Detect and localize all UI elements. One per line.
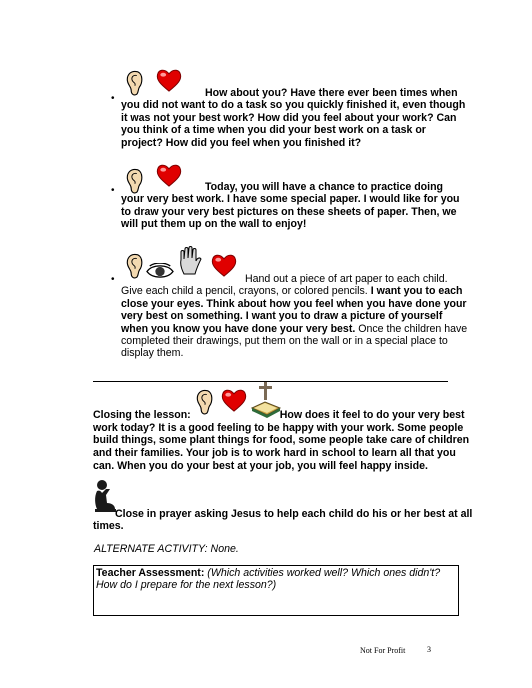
section-3-intro: Hand out a piece of art paper to each child. Give each child a pencil, crayons, or colored pencils.: [121, 273, 448, 298]
alternate-activity: ALTERNATE ACTIVITY: None.: [94, 543, 239, 555]
bullet: •: [111, 185, 115, 196]
assessment-label: Teacher Assessment:: [96, 567, 205, 579]
closing-body: How does it feel to do your very best work today? It is a good feeling to be happy with your work. Some people build things, some plant things for food, some people take care of children and their families. Your job is to work hard in school to learn all that you can. When you do your best at your job, you will feel happy inside.: [93, 409, 470, 472]
hand-icon: [178, 246, 202, 276]
section-3-outro: Once the children have completed their drawings, put them on the wall or in a special place to display them.: [121, 322, 468, 360]
bullet: •: [111, 93, 115, 104]
assessment-text: [96, 567, 458, 592]
prayer-text: Close in prayer asking Jesus to help each child do his or her best at all times.: [93, 508, 473, 533]
closing-label: Closing the lesson:: [93, 409, 191, 421]
section-3-text: [121, 273, 471, 360]
section-2-text: Today, you will have a chance to practice doing your very best work. I have some special paper. I would like for you to draw your very best pictures on these sheets of paper. Then, we will put them up on the wall to enjoy!: [121, 181, 460, 231]
footer-text: Not For Profit: [360, 646, 406, 655]
closing-text: [93, 409, 471, 473]
section-1-text: How about you? Have there ever been times when you did not want to do a task so you quickly finished it, even though it was not your best work? How did you feel about your work? Can you think of a time when you did your best work on a task or project? How did you feel when you finished it?: [121, 87, 466, 149]
bullet: •: [111, 274, 115, 285]
assessment-prompt: (Which activities worked well? Which ones didn't? How do I prepare for the next lesson?): [96, 567, 441, 592]
page-number: 3: [427, 645, 431, 654]
section-3-bold: I want you to each close your eyes. Think about how you feel when you have done your very best on something. I want you to draw a picture of yourself when you know you have done your very best.: [121, 285, 467, 335]
